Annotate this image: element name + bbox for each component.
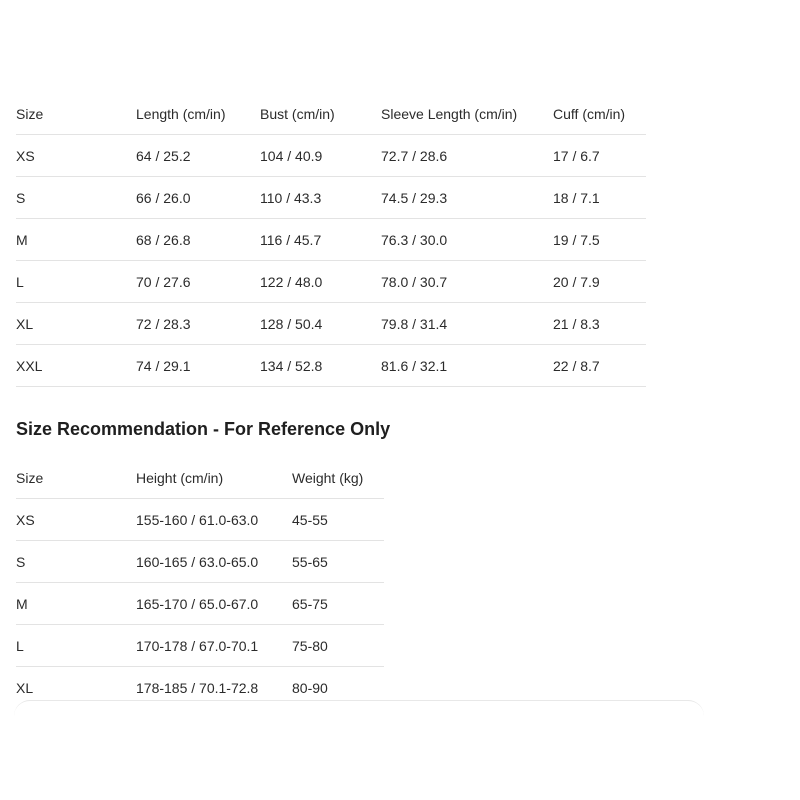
- cell-height: 155-160 / 61.0-63.0: [136, 499, 292, 541]
- header-weight: Weight (kg): [292, 457, 384, 499]
- cell-length: 72 / 28.3: [136, 303, 260, 345]
- cell-length: 70 / 27.6: [136, 261, 260, 303]
- cell-bust: 104 / 40.9: [260, 135, 381, 177]
- cell-cuff: 17 / 6.7: [553, 135, 646, 177]
- header-size: Size: [16, 457, 136, 499]
- cell-sleeve-length: 79.8 / 31.4: [381, 303, 553, 345]
- recommendation-header-row: [16, 457, 384, 499]
- cell-cuff: 21 / 8.3: [553, 303, 646, 345]
- header-bust: Bust (cm/in): [260, 93, 381, 135]
- header-height: Height (cm/in): [136, 457, 292, 499]
- cell-height: 160-165 / 63.0-65.0: [136, 541, 292, 583]
- cell-size: M: [16, 583, 136, 625]
- header-sleeve-length: Sleeve Length (cm/in): [381, 93, 553, 135]
- cell-bust: 122 / 48.0: [260, 261, 381, 303]
- cell-sleeve-length: 78.0 / 30.7: [381, 261, 553, 303]
- cell-cuff: 18 / 7.1: [553, 177, 646, 219]
- table-row: [16, 261, 646, 303]
- table-row: [16, 135, 646, 177]
- cell-size: XXL: [16, 345, 136, 387]
- cell-bust: 110 / 43.3: [260, 177, 381, 219]
- size-recommendation-table: [16, 457, 384, 708]
- cell-sleeve-length: 81.6 / 32.1: [381, 345, 553, 387]
- cell-weight: 45-55: [292, 499, 384, 541]
- header-size: Size: [16, 93, 136, 135]
- cell-length: 74 / 29.1: [136, 345, 260, 387]
- size-chart-header-row: [16, 93, 646, 135]
- cell-bust: 116 / 45.7: [260, 219, 381, 261]
- cell-cuff: 20 / 7.9: [553, 261, 646, 303]
- cell-weight: 55-65: [292, 541, 384, 583]
- cell-weight: 75-80: [292, 625, 384, 667]
- table-row: [16, 345, 646, 387]
- cell-height: 178-185 / 70.1-72.8: [136, 679, 259, 696]
- table-row: [16, 583, 384, 625]
- cell-cuff: 19 / 7.5: [553, 219, 646, 261]
- header-length: Length (cm/in): [136, 93, 260, 135]
- cell-size: XS: [16, 135, 136, 177]
- size-chart-table: [16, 93, 646, 387]
- cell-size: S: [16, 177, 136, 219]
- cell-cuff: 22 / 8.7: [553, 345, 646, 387]
- cell-size: S: [16, 541, 136, 583]
- cell-length: 68 / 26.8: [136, 219, 260, 261]
- cell-weight: 65-75: [292, 583, 384, 625]
- cell-sleeve-length: 76.3 / 30.0: [381, 219, 553, 261]
- cell-bust: 134 / 52.8: [260, 345, 381, 387]
- cell-height: 165-170 / 65.0-67.0: [136, 583, 292, 625]
- cell-length: 64 / 25.2: [136, 135, 260, 177]
- cell-size: L: [16, 625, 136, 667]
- cell-size: L: [16, 261, 136, 303]
- bottom-panel-edge: [14, 700, 704, 761]
- header-cuff: Cuff (cm/in): [553, 93, 646, 135]
- table-row: [16, 177, 646, 219]
- table-row: [16, 499, 384, 541]
- size-guide-content: [16, 93, 646, 708]
- table-row: [16, 219, 646, 261]
- cell-height: 170-178 / 67.0-70.1: [136, 625, 292, 667]
- table-row: [16, 625, 384, 667]
- cell-bust: 128 / 50.4: [260, 303, 381, 345]
- cell-length: 66 / 26.0: [136, 177, 260, 219]
- table-row: [16, 303, 646, 345]
- table-row: [16, 541, 384, 583]
- cell-size: XS: [16, 499, 136, 541]
- recommendation-title: Size Recommendation - For Reference Only: [16, 419, 391, 439]
- cell-sleeve-length: 72.7 / 28.6: [381, 135, 553, 177]
- cell-sleeve-length: 74.5 / 29.3: [381, 177, 553, 219]
- cell-size: M: [16, 219, 136, 261]
- cell-size: XL: [16, 679, 34, 696]
- cell-size: XL: [16, 303, 136, 345]
- cell-weight: 80-90: [292, 679, 328, 696]
